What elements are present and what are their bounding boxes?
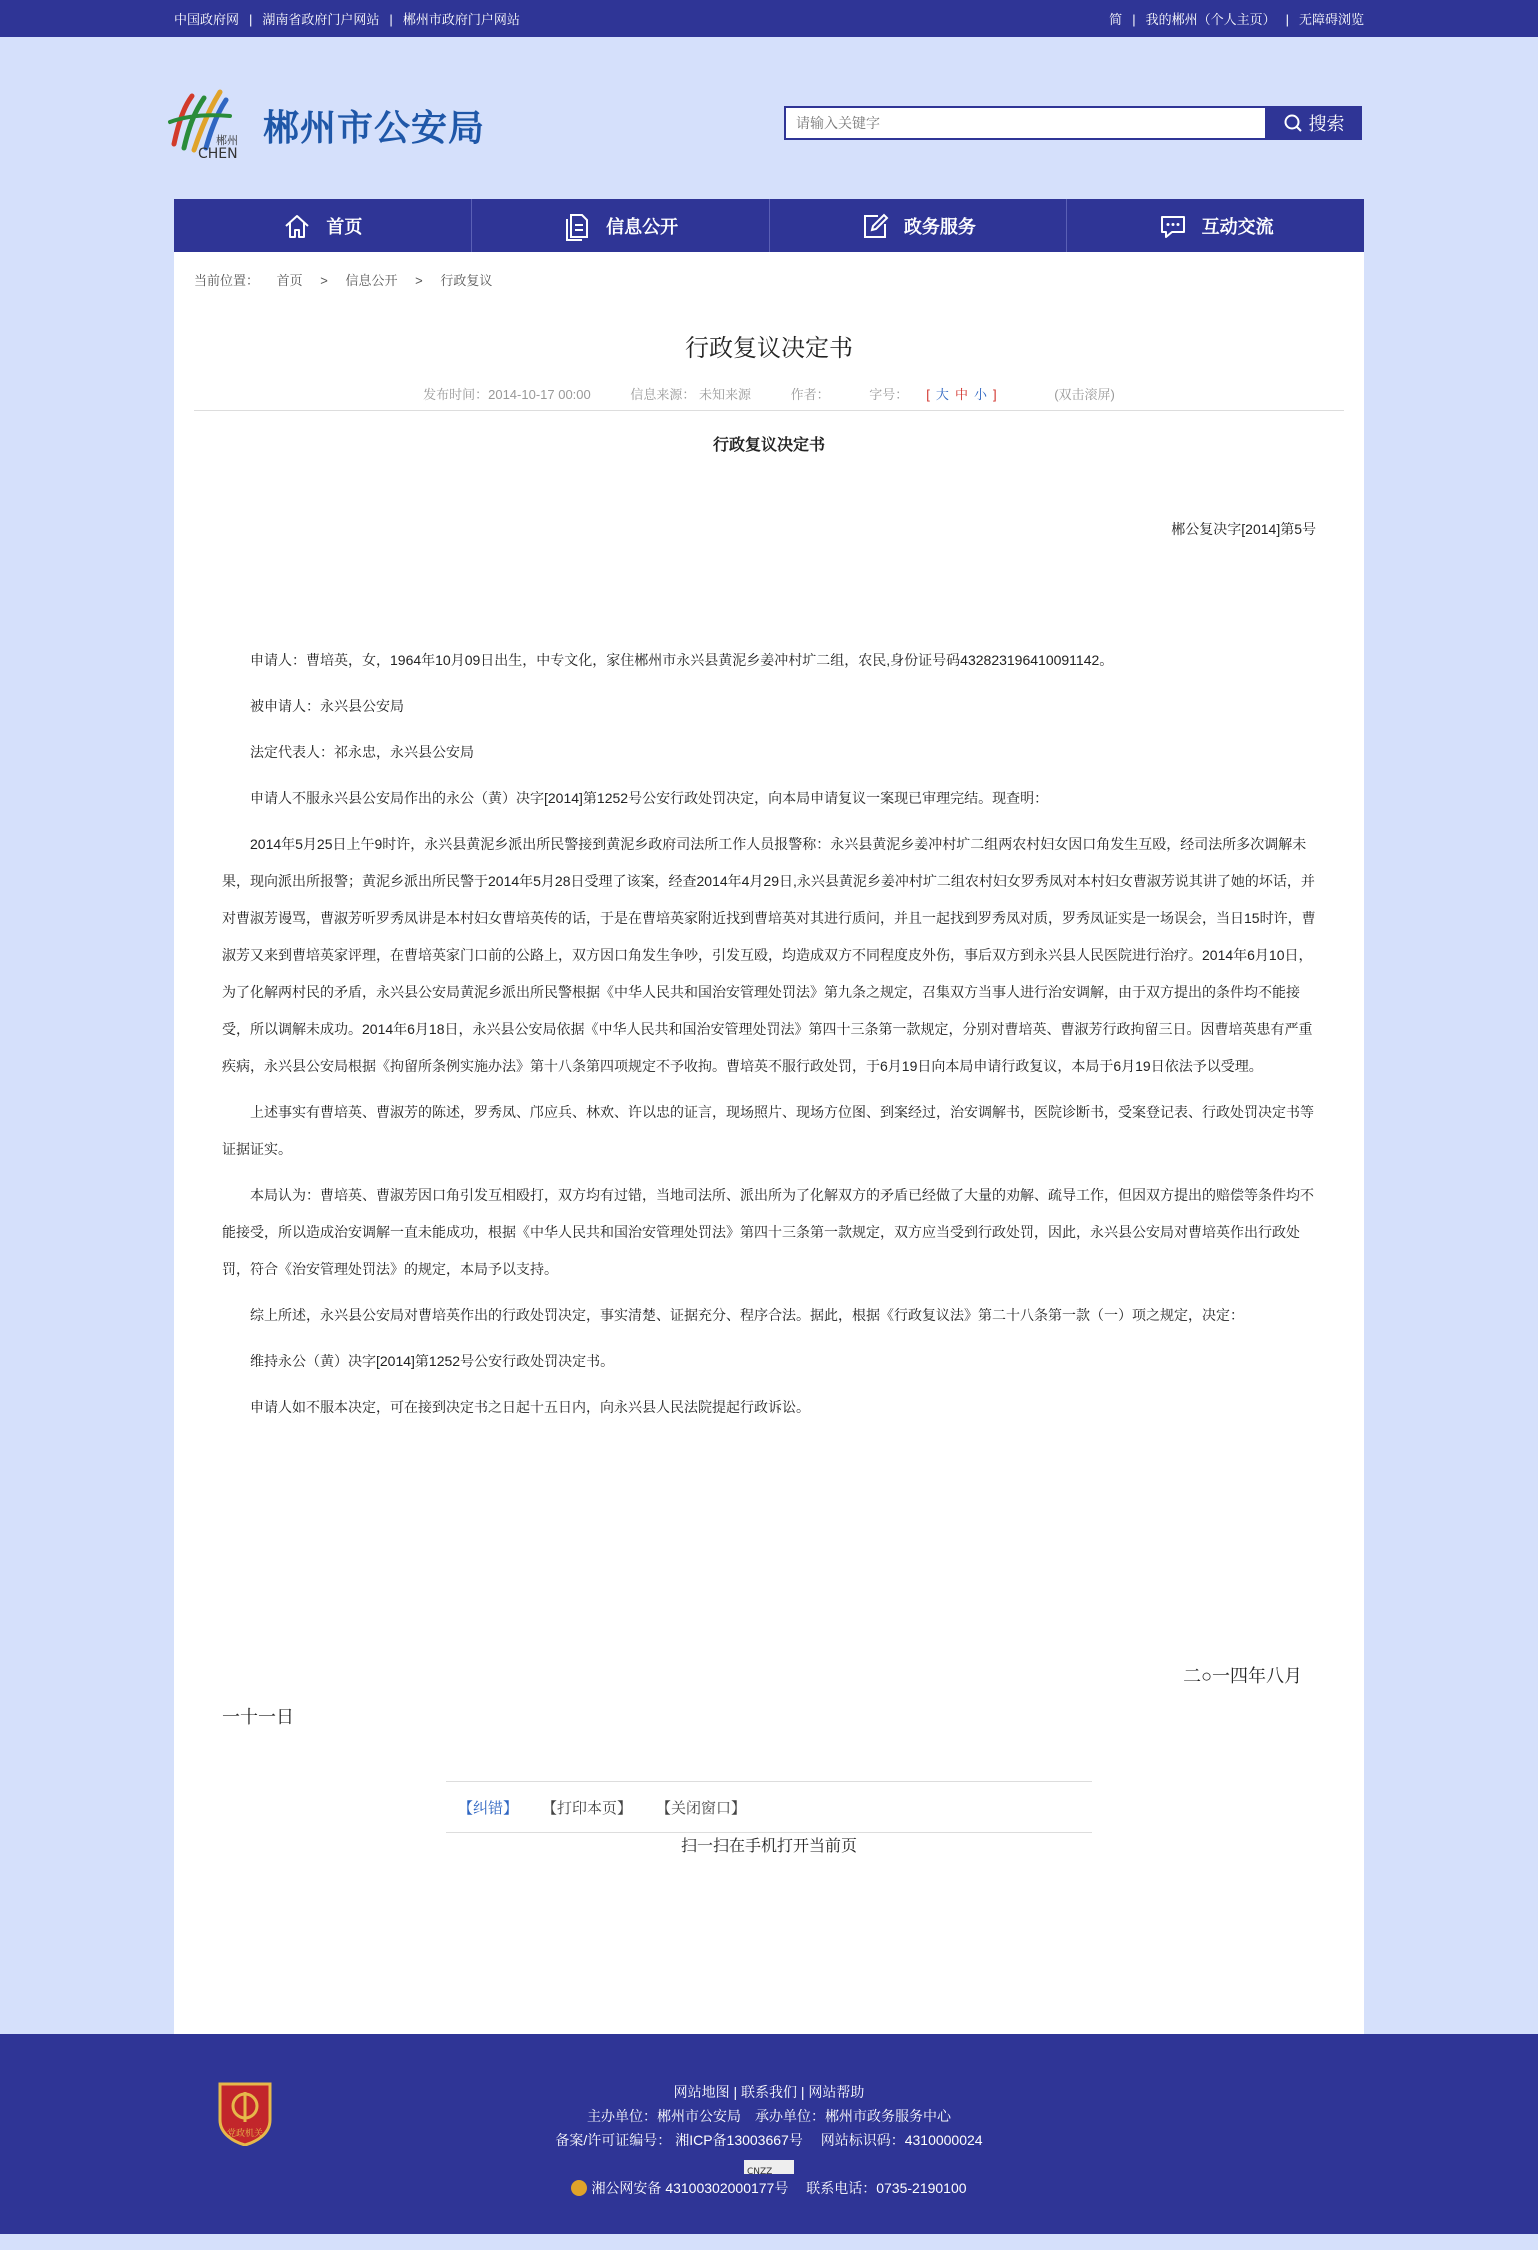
badge-text: 党政机关 [226, 2129, 264, 2139]
link-accessibility[interactable]: 无障碍浏览 [1298, 12, 1364, 27]
font-size-label: 字号： [869, 387, 909, 402]
paragraph: 本局认为：曹培英、曹淑芳因口角引发互相殴打，双方均有过错，当地司法所、派出所为了化解双方的矛盾已经做了大量的劝解、疏导工作，但因双方提出的赔偿等条件均不能接受，所以造成治安调解一直未能成功，根据《中华人民共和国治安管理处罚法》第四十三条第一款规定，双方应当受到行政处罚，因此，永兴县公安局对曹培英作出行政处罚，符合《治安管理处罚法》的规定，本局予以支持。 [222, 1187, 1314, 1277]
signature-date-line1: 二○一四年八月 [1183, 1666, 1302, 1686]
font-size-control [869, 387, 1014, 402]
link-contact[interactable]: 联系我们 [741, 2084, 797, 2100]
home-icon [282, 211, 312, 241]
font-size-small[interactable]: 小 [973, 387, 987, 402]
correct-button[interactable]: 【纠错】 [458, 1799, 519, 1817]
info-source: 信息来源： 未知来源 [630, 387, 752, 402]
breadcrumb [194, 270, 506, 289]
qr-hint: 扫一扫在手机打开当前页 [680, 1838, 857, 1855]
breadcrumb-review[interactable]: 行政复议 [440, 273, 493, 288]
nav-item-home[interactable] [174, 199, 472, 252]
print-button[interactable]: 【打印本页】 [542, 1799, 633, 1817]
footer-text [0, 2080, 1538, 2200]
article-body [222, 642, 1318, 1435]
link-chenzhou-portal[interactable]: 郴州市政府门户网站 [402, 12, 520, 27]
nav-label: 信息公开 [606, 216, 679, 237]
font-size-medium[interactable]: 中 [954, 387, 968, 402]
breadcrumb-sep: > [415, 273, 423, 288]
font-size-large[interactable]: 大 [935, 387, 949, 402]
logo-en-text: CHEN [198, 146, 238, 162]
site-logo[interactable] [166, 86, 486, 162]
footer-host: 主办单位：郴州市公安局 承办单位：郴州市政务服务中心 [587, 2108, 951, 2124]
paragraph: 综上所述，永兴县公安局对曹培英作出的行政处罚决定，事实清楚、证据充分、程序合法。据此，根据《行政复议法》第二十八条第一款（一）项之规定，决定： [250, 1307, 1244, 1323]
paragraph: 2014年5月25日上午9时许，永兴县黄泥乡派出所民警接到黄泥乡政府司法所工作人员报警称：永兴县黄泥乡姜冲村圹二组两农村妇女因口角发生互殴，经司法所多次调解未果，现向派出所报警；黄泥乡派出所民警于2014年5月28日受理了该案，经查2014年4月29日,永兴县黄泥乡姜冲村圹二组农村妇女罗秀凤对本村妇女曹淑芳说其讲了她的坏话，并对曹淑芳谩骂，曹淑芳听罗秀凤讲是本村妇女曹培英传的话，于是在曹培英家附近找到曹培英对其进行质问，并且一起找到罗秀凤对质，罗秀凤证实是一场误会，当日15时许，曹淑芳又来到曹培英家评理，在曹培英家门口前的公路上，双方因口角发生争吵，引发互殴，均造成双方不同程度皮外伤，事后双方到永兴县人民医院进行治疗。2014年6月10日，为了化解两村民的矛盾，永兴县公安局黄泥乡派出所民警根据《中华人民共和国治安管理处罚法》第九条之规定，召集双方当事人进行治安调解，由于双方提出的条件均不能接受，所以调解未成功。2014年6月18日，永兴县公安局依据《中华人民共和国治安管理处罚法》第四十三条第一款规定，分别对曹培英、曹淑芳行政拘留三日。因曹培英患有严重疾病，永兴县公安局根据《拘留所条例实施办法》第十八条第四项规定不予收拘。曹培英不服行政处罚，于6月19日向本局申请行政复议，本局于6月19日依法予以受理。 [222, 836, 1316, 1074]
police-badge-icon [571, 2180, 587, 2196]
font-size-options [926, 387, 996, 402]
nav-label: 互动交流 [1201, 216, 1274, 237]
separator: | [1132, 12, 1136, 27]
logo-small-text: 郴州 [216, 134, 238, 147]
document-title: 行政复议决定书 [712, 437, 825, 454]
paragraph: 上述事实有曹培英、曹淑芳的陈述，罗秀凤、邝应兵、林欢、许以忠的证言，现场照片、现场方位图、到案经过，治安调解书，医院诊断书，受案登记表、行政处罚决定书等证据证实。 [222, 1104, 1314, 1157]
police-record: 湘公网安备 43100302000177号 联系电话：0735-2190100 [591, 2180, 967, 2196]
stats-badge-text: CNZZ [747, 2167, 773, 2178]
signature-date-line2: 一十一日 [222, 1707, 294, 1727]
separator: | [389, 12, 393, 27]
paragraph: 申请人不服永兴县公安局作出的永公（黄）决字[2014]第1252号公安行政处罚决定，向本局申请复议一案现已审理完结。现查明： [250, 790, 1049, 806]
link-gov-cn[interactable]: 中国政府网 [174, 12, 240, 27]
link-sitemap[interactable]: 网站地图 [673, 2084, 730, 2100]
paragraph: 维持永公（黄）决字[2014]第1252号公安行政处罚决定书。 [250, 1353, 615, 1369]
author: 作者： [790, 387, 830, 402]
footer [0, 2034, 1538, 2234]
search-button[interactable] [1265, 106, 1362, 140]
logo-title: 郴州市公安局 [263, 107, 486, 148]
nav-label: 政务服务 [903, 216, 976, 237]
paragraph: 申请人如不服本决定，可在接到决定书之日起十五日内，向永兴县人民法院提起行政诉讼。 [250, 1399, 810, 1415]
search-box [784, 106, 1362, 140]
nav-item-info-public[interactable] [472, 199, 770, 252]
footer-police [0, 2176, 1538, 2200]
article-meta [174, 384, 1364, 403]
bracket-close: ] [992, 387, 997, 402]
link-my-chenzhou[interactable]: 我的郴州（个人主页） [1145, 12, 1276, 27]
nav-label: 首页 [326, 216, 363, 237]
separator: | [249, 12, 253, 27]
publish-time: 发布时间：2014-10-17 00:00 [423, 387, 591, 402]
nav-item-interaction[interactable] [1067, 199, 1364, 252]
article-actions [446, 1781, 1092, 1833]
chat-icon [1158, 211, 1188, 241]
paragraph: 申请人：曹培英，女，1964年10月09日出生，中专文化，家住郴州市永兴县黄泥乡姜冲村圹二组，农民,身份证号码432823196410091142。 [250, 652, 1114, 668]
search-button-label: 搜索 [1308, 114, 1345, 134]
top-links-right [1109, 9, 1364, 28]
nav-item-gov-service[interactable] [770, 199, 1068, 252]
dblclick-scroll-hint: (双击滚屏) [1054, 387, 1115, 402]
document-number: 郴公复决字[2014]第5号 [1171, 521, 1316, 537]
edit-icon [860, 211, 890, 241]
link-hunan-portal[interactable]: 湖南省政府门户网站 [262, 12, 380, 27]
footer-links: 网站地图 | 联系我们 | 网站帮助 [673, 2084, 865, 2100]
top-links-left [174, 9, 520, 28]
stats-badge-icon[interactable] [744, 2160, 794, 2178]
bracket-open: [ [926, 387, 930, 402]
search-icon [1283, 113, 1303, 133]
page-title: 行政复议决定书 [685, 335, 853, 362]
breadcrumb-sep: > [320, 273, 328, 288]
top-bar [0, 0, 1538, 37]
paragraph: 法定代表人：祁永忠，永兴县公安局 [250, 744, 474, 760]
document-icon [562, 211, 592, 241]
footer-stats [0, 2152, 1538, 2176]
breadcrumb-info-public[interactable]: 信息公开 [345, 273, 398, 288]
breadcrumb-prefix: 当前位置： [194, 273, 260, 288]
footer-icp: 备案/许可证编号： 湘ICP备13003667号 网站标识码：4310000024 [555, 2132, 983, 2148]
search-input[interactable] [784, 106, 1288, 140]
logo-mark-icon [166, 86, 256, 162]
paragraph: 被申请人：永兴县公安局 [250, 698, 404, 714]
link-simplified[interactable]: 简 [1109, 12, 1123, 27]
content-panel [174, 252, 1364, 2034]
close-window-button[interactable]: 【关闭窗口】 [656, 1799, 747, 1817]
separator: | [1285, 12, 1289, 27]
link-help[interactable]: 网站帮助 [808, 2084, 865, 2100]
breadcrumb-home[interactable]: 首页 [276, 273, 303, 288]
divider [194, 410, 1344, 411]
main-nav [174, 199, 1364, 252]
